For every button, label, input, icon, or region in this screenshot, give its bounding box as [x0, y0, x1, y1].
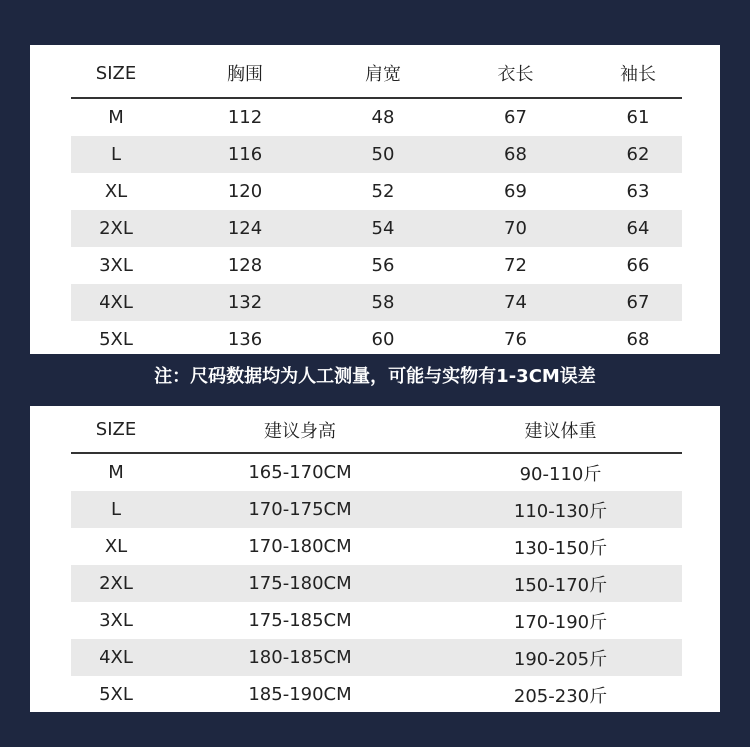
cell-size: 3XL	[99, 255, 133, 276]
cell-size: L	[71, 491, 161, 528]
cell-size: XL	[104, 536, 128, 557]
cell-length: 72	[504, 255, 527, 276]
header-sleeve: 袖长	[594, 49, 682, 98]
table-row	[71, 284, 682, 321]
cell-sleeve: 68	[626, 329, 650, 350]
cell-sleeve: 66	[626, 255, 650, 276]
table-row	[71, 247, 682, 284]
cell-length: 68	[437, 136, 594, 173]
cell-sleeve: 61	[626, 107, 650, 128]
header-size: SIZE	[71, 49, 161, 98]
size-recommendation-table	[71, 407, 682, 713]
table-row	[71, 453, 682, 491]
cell-height: 175-180CM	[161, 565, 439, 602]
table-row	[71, 639, 682, 676]
table-row	[71, 210, 682, 247]
cell-size: 4XL	[71, 284, 161, 321]
cell-shoulder: 56	[371, 255, 395, 276]
cell-size: 5XL	[99, 684, 133, 705]
cell-sleeve: 62	[594, 136, 682, 173]
cell-shoulder: 54	[329, 210, 437, 247]
cell-size: 2XL	[71, 210, 161, 247]
cell-shoulder: 58	[329, 284, 437, 321]
cell-weight: 90-110斤	[519, 463, 602, 485]
cell-length: 70	[437, 210, 594, 247]
cell-size: 2XL	[71, 565, 161, 602]
cell-shoulder: 52	[371, 181, 395, 202]
cell-sleeve: 67	[594, 284, 682, 321]
table-row	[71, 136, 682, 173]
cell-height: 165-170CM	[248, 462, 352, 483]
measurement-note: 注：尺码数据均为人工测量，可能与实物有1-3CM误差	[154, 366, 596, 387]
cell-size: M	[108, 462, 124, 483]
table-row	[71, 676, 682, 713]
cell-size: 5XL	[99, 329, 133, 350]
size-measurement-table	[71, 49, 682, 358]
cell-weight: 130-150斤	[513, 537, 608, 559]
header-size: SIZE	[71, 407, 161, 453]
cell-size: 4XL	[71, 639, 161, 676]
cell-chest: 120	[227, 181, 263, 202]
cell-weight: 190-205斤	[439, 639, 682, 676]
cell-shoulder: 48	[371, 107, 395, 128]
cell-chest: 128	[227, 255, 263, 276]
cell-height: 170-180CM	[248, 536, 352, 557]
cell-length: 69	[504, 181, 527, 202]
cell-chest: 116	[161, 136, 329, 173]
table-row	[71, 602, 682, 639]
table-row	[71, 491, 682, 528]
table-row	[71, 98, 682, 136]
cell-height: 170-175CM	[161, 491, 439, 528]
cell-size: 3XL	[99, 610, 133, 631]
cell-shoulder: 50	[329, 136, 437, 173]
cell-weight: 170-190斤	[513, 611, 608, 633]
header-shoulder: 肩宽	[329, 49, 437, 98]
size-measurement-panel	[30, 45, 720, 354]
cell-height: 180-185CM	[161, 639, 439, 676]
cell-chest: 124	[161, 210, 329, 247]
header-height: 建议身高	[161, 407, 439, 453]
table-header-row	[71, 49, 682, 98]
cell-sleeve: 64	[594, 210, 682, 247]
cell-height: 175-185CM	[248, 610, 352, 631]
table-row	[71, 173, 682, 210]
cell-shoulder: 60	[371, 329, 395, 350]
cell-length: 74	[437, 284, 594, 321]
cell-sleeve: 63	[626, 181, 650, 202]
cell-weight: 205-230斤	[513, 685, 608, 707]
table-row	[71, 565, 682, 602]
cell-size: L	[71, 136, 161, 173]
cell-weight: 150-170斤	[439, 565, 682, 602]
cell-size: M	[108, 107, 124, 128]
table-row	[71, 528, 682, 565]
cell-chest: 132	[161, 284, 329, 321]
cell-length: 76	[504, 329, 527, 350]
cell-chest: 112	[227, 107, 263, 128]
header-length: 衣长	[437, 49, 594, 98]
size-recommendation-panel	[30, 406, 720, 712]
table-header-row	[71, 407, 682, 453]
cell-weight: 110-130斤	[439, 491, 682, 528]
cell-height: 185-190CM	[248, 684, 352, 705]
cell-length: 67	[504, 107, 527, 128]
table-row	[71, 321, 682, 358]
cell-size: XL	[104, 181, 128, 202]
cell-chest: 136	[227, 329, 263, 350]
header-chest: 胸围	[161, 49, 329, 98]
header-weight: 建议体重	[439, 407, 682, 453]
